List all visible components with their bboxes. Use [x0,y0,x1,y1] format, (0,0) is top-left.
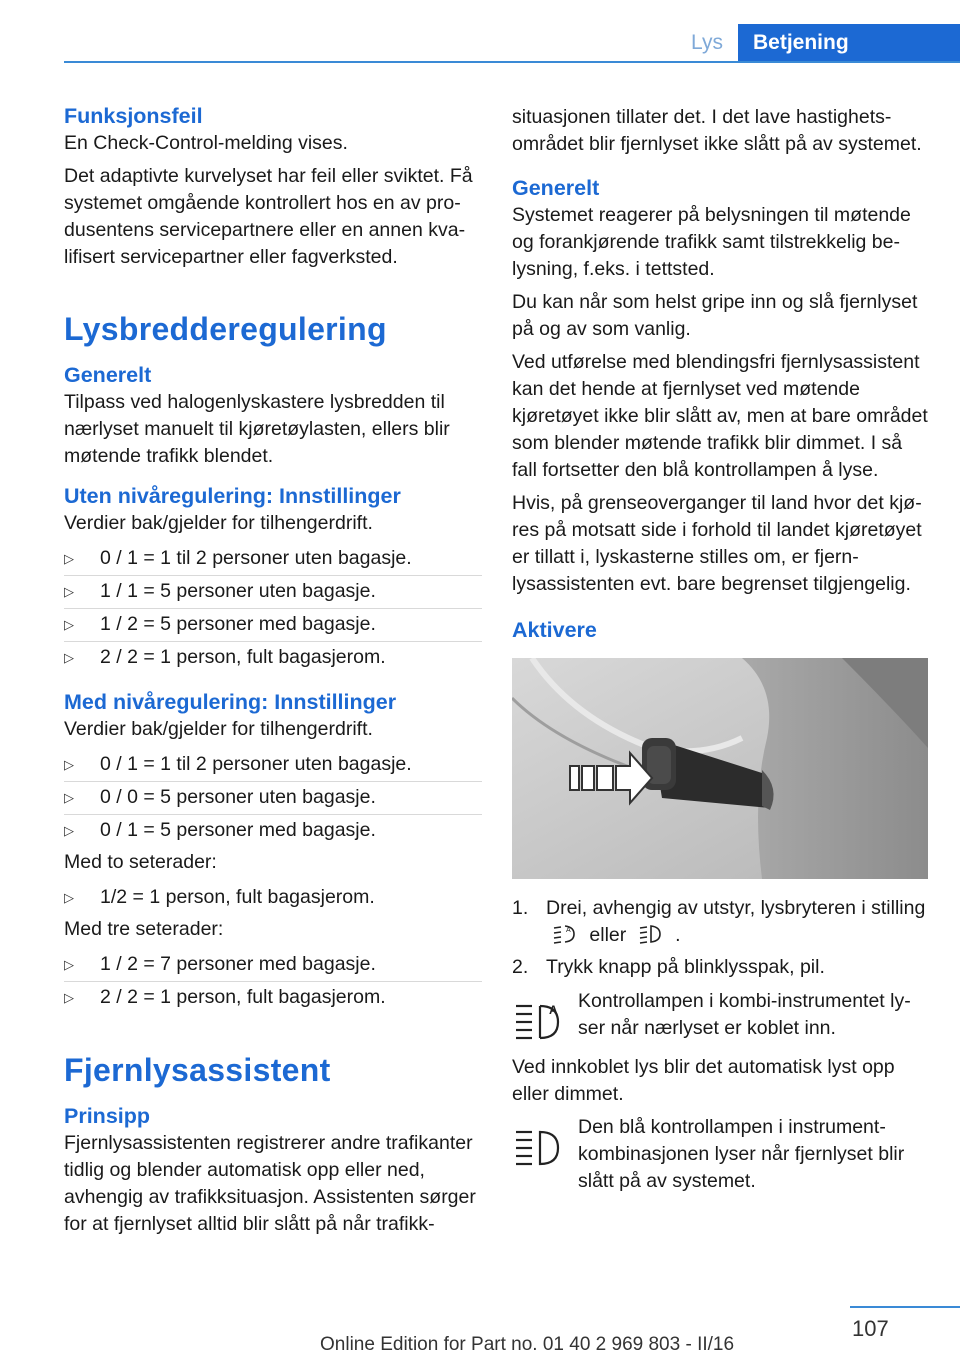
innkoblet-text: Ved innkoblet lys blir det automatisk lyst opp eller dimmet. [512,1056,895,1105]
list-item: ▷ 1 / 2 = 5 personer med bagasje. [64,608,482,641]
list-item: ▷ 0 / 1 = 1 til 2 personer uten bagasje. [64,749,482,781]
tre-seterader-list [64,949,482,1014]
bullet-triangle-icon: ▷ [64,650,74,665]
left-column [64,102,482,1244]
tre-seterader: Med tre seterader: [64,918,224,940]
to-seterader-list [64,882,482,914]
list-item: ▷ 1 / 1 = 5 personer uten bagasje. [64,575,482,608]
note-kontrollampe [512,988,930,1046]
header-tab-lys: Lys [691,31,723,54]
to-seterader: Med to seterader: [64,851,217,873]
note-bla-kontrollampe [512,1114,930,1195]
med-list [64,749,482,847]
funksjonsfeil-text-2: Det adaptivte kurvelyset har feil eller sviktet. Få systemet omgående kontrollert hos en av produsentens servicepartnere eller en annen kvalifisert servicepartner eller fagverksted. [64,165,473,268]
funksjonsfeil-heading: Funksjonsfeil [64,104,203,128]
high-beam-icon [512,1118,566,1172]
aktivere-heading: Aktivere [512,618,597,642]
bullet-triangle-icon: ▷ [64,990,74,1005]
turn-signal-lever-photo [512,658,928,879]
bullet-triangle-icon: ▷ [64,957,74,972]
generelt-text-4: Hvis, på grenseoverganger til land hvor det kjøres på motsatt side i forhold til landet kjøretøyet er tillatt i, lyskasterne stilles om, er fjernlysassistenten evt. bare begrenset tilgjengelig. [512,492,922,595]
uten-nivaregulering-heading: Uten nivåregulering: Innstillinger [64,484,401,508]
med-intro: Verdier bak/gjelder for tilhengerdrift. [64,718,373,740]
bullet-triangle-icon: ▷ [64,890,74,905]
step-item: 1. Drei, avhengig av utstyr, lysbryteren i stilling A eller . [512,897,926,946]
list-item: ▷ 1 / 2 = 7 personer med bagasje. [64,949,482,981]
page-number: 107 [852,1316,889,1341]
funksjonsfeil-text-1: En Check-Control-melding vises. [64,132,348,154]
generelt-text-2: Du kan når som helst gripe inn og slå fjernlyset på og av som vanlig. [512,291,918,340]
generelt-text-3: Ved utførelse med blendingsfri fjernlysassistent kan det hende at fjernlyset ved møtende kjøretøyet ikke blir slått av, men at bare området som blender møtende trafikk blir dimmet. I så fall fortsetter den blå kontrollampen å lyse. [512,351,928,481]
prinsipp-text: Fjernlysassistenten registrerer andre trafikanter tidlig og blender automatisk opp eller ned, avhengig av trafikksituasjon. Assistenten sørger for at fjernlyset alltid blir slått på når trafikk- [64,1132,476,1235]
aktivere-steps [512,893,930,984]
lever-illustration-icon [512,658,928,879]
lysbredderegulering-title: Lysbredderegulering [64,311,387,347]
svg-text:A: A [566,927,571,934]
continued-text: situasjonen tillater det. I det lave hastighetsområdet blir fjernlyset ikke slått på av systemet. [512,106,922,155]
bullet-triangle-icon: ▷ [64,551,74,566]
note-text-1: Kontrollampen i kombi-instrumentet lyser når nærlyset er koblet inn. [578,990,911,1039]
step-item: 2. Trykk knapp på blinklysspak, pil. [512,956,825,978]
bullet-triangle-icon: ▷ [64,584,74,599]
low-beam-icon [638,923,664,945]
generelt-heading-right: Generelt [512,176,600,200]
right-column [512,104,930,1203]
list-item: ▷ 2 / 2 = 1 person, fult bagasjerom. [64,641,482,674]
generelt-text-1: Systemet reagerer på belysningen til møtende og forankjørende trafikk samt tilstrekkelig belysning, f.eks. i tettsted. [512,204,911,280]
bullet-triangle-icon: ▷ [64,617,74,632]
generelt-text: Tilpass ved halogenlyskastere lysbredden til nærlyset manuelt til kjøretøylasten, ellers blir møtende trafikk blendet. [64,391,450,467]
edition-footer: Online Edition for Part no. 01 40 2 969 803 - II/16 [320,1334,735,1355]
header-rule [64,61,960,63]
bullet-triangle-icon: ▷ [64,790,74,805]
high-beam-assistant-icon [512,992,566,1046]
prinsipp-heading: Prinsipp [64,1104,151,1128]
list-item: ▷ 0 / 1 = 5 personer med bagasje. [64,814,482,847]
auto-headlight-icon [552,923,578,945]
bullet-triangle-icon: ▷ [64,757,74,772]
uten-intro: Verdier bak/gjelder for tilhengerdrift. [64,512,373,534]
uten-list [64,543,482,674]
generelt-heading: Generelt [64,363,152,387]
footer-rule [850,1306,960,1308]
note-text-2: Den blå kontrollampen i instrumentkombinasjonen lyser når fjernlyset blir slått på av systemet. [578,1116,905,1192]
list-item: ▷ 0 / 1 = 1 til 2 personer uten bagasje. [64,543,482,575]
svg-text:A: A [549,1003,558,1017]
list-item: ▷ 2 / 2 = 1 person, fult bagasjerom. [64,981,482,1014]
list-item: ▷ 1/2 = 1 person, fult bagasjerom. [64,882,482,914]
header-tab-betjening: Betjening [738,24,960,62]
bullet-triangle-icon: ▷ [64,823,74,838]
med-nivaregulering-heading: Med nivåregulering: Innstillinger [64,690,397,714]
list-item: ▷ 0 / 0 = 5 personer uten bagasje. [64,781,482,814]
fjernlysassistent-title: Fjernlysassistent [64,1052,331,1088]
